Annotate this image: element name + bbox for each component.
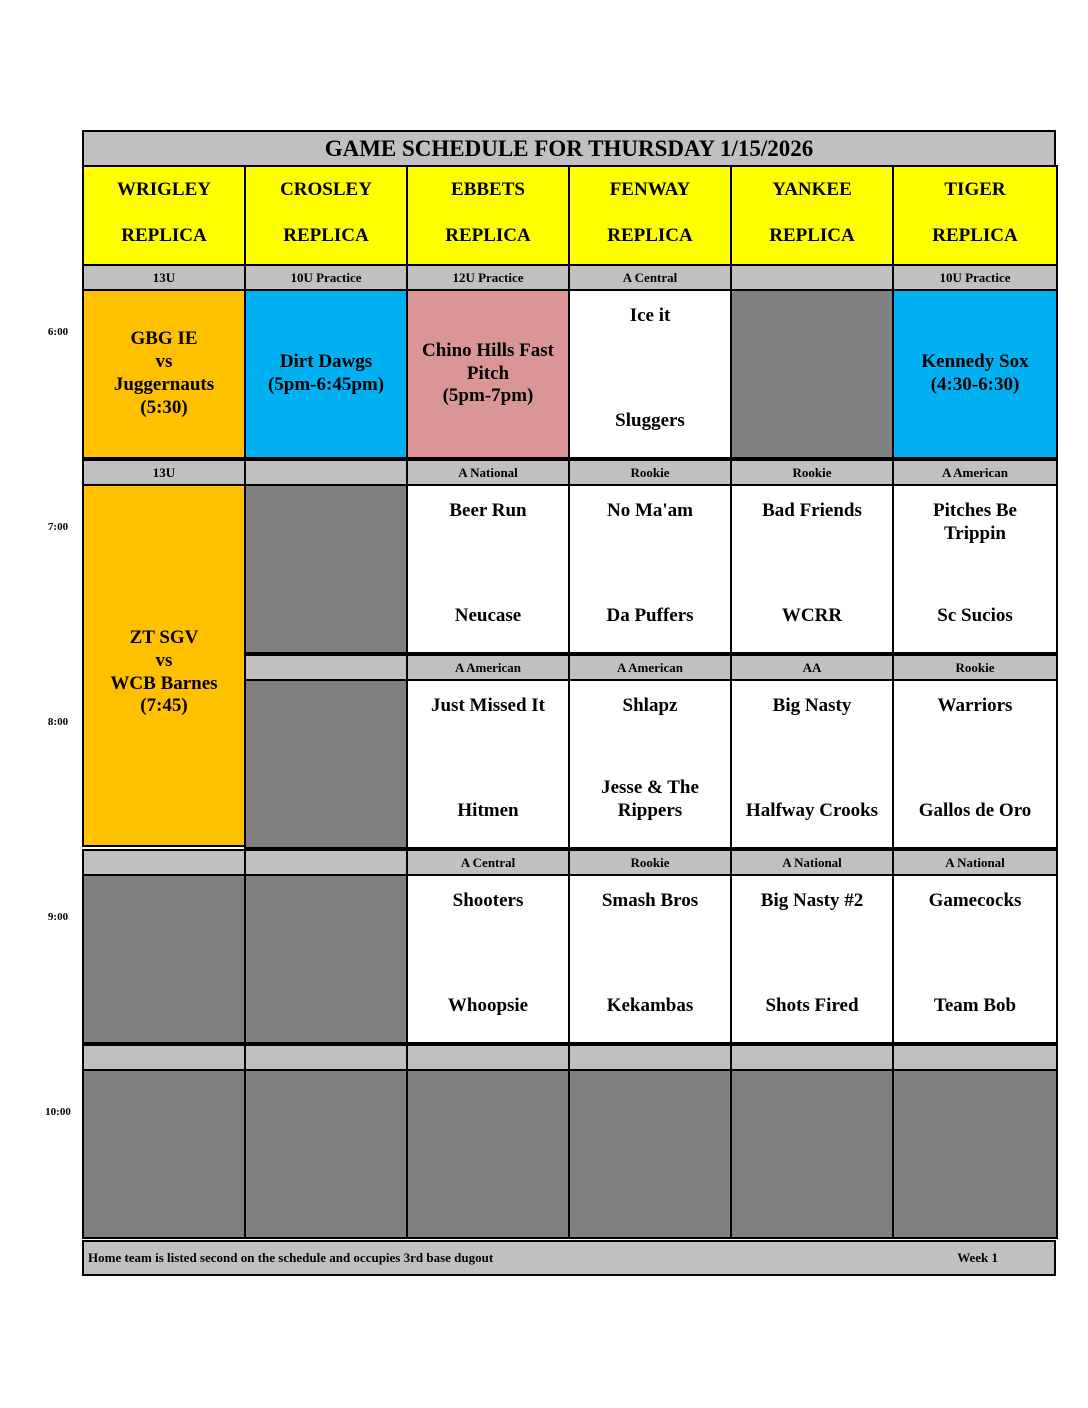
home-team: WCRR <box>781 605 843 627</box>
away-team: No Ma'am <box>606 500 693 521</box>
division-text: A Central <box>460 854 516 870</box>
division-label <box>568 1044 732 1071</box>
game-line: GBG IE <box>130 328 198 350</box>
division-label <box>244 849 408 876</box>
division-label <box>892 849 1058 876</box>
game-line: (5pm-6:45pm) <box>267 374 385 395</box>
field-header-fenway <box>568 165 732 268</box>
schedule-title: GAME SCHEDULE FOR THURSDAY 1/15/2026 <box>82 130 1056 167</box>
field-subtitle: REPLICA <box>932 225 1018 247</box>
division-label <box>82 849 246 876</box>
division-label <box>730 849 894 876</box>
division-text: Rookie <box>630 854 670 870</box>
home-team: Neucase <box>454 605 522 627</box>
home-team: Team Bob <box>933 995 1017 1017</box>
game-cell <box>82 484 246 847</box>
division-label <box>406 264 570 291</box>
empty-slot <box>730 1069 894 1239</box>
away-team: Shooters <box>452 890 524 911</box>
field-name: WRIGLEY <box>117 179 211 200</box>
game-cell <box>406 874 570 1044</box>
field-name: FENWAY <box>609 179 691 200</box>
division-label <box>568 654 732 681</box>
division-label <box>406 654 570 681</box>
game-cell <box>406 484 570 654</box>
division-label <box>82 264 246 291</box>
division-text: 10U Practice <box>939 269 1011 285</box>
time-label: 6:00 <box>47 326 69 338</box>
field-name: CROSLEY <box>280 179 372 200</box>
division-text: 10U Practice <box>290 269 362 285</box>
game-cell <box>82 289 246 459</box>
footer-note: Home team is listed second on the schedule and occupies 3rd base dugout <box>88 1250 494 1266</box>
away-team: Gamecocks <box>928 890 1022 911</box>
field-subtitle: REPLICA <box>769 225 855 247</box>
division-text: A American <box>616 659 684 675</box>
game-line: (5pm-7pm) <box>442 385 534 407</box>
game-cell <box>244 289 408 459</box>
division-label <box>244 1044 408 1071</box>
footer-week: Week 1 <box>957 1250 998 1266</box>
division-label <box>244 264 408 291</box>
time-label: 10:00 <box>45 1106 71 1118</box>
division-text: A National <box>782 854 842 870</box>
game-line: (7:45) <box>140 695 188 717</box>
game-cell <box>730 484 894 654</box>
division-label <box>892 1044 1058 1071</box>
time-label: 9:00 <box>47 911 69 923</box>
game-cell <box>730 874 894 1044</box>
field-subtitle: REPLICA <box>445 225 531 247</box>
game-cell <box>568 484 732 654</box>
division-label <box>892 654 1058 681</box>
game-line: Kennedy Sox <box>921 351 1029 373</box>
division-label <box>244 654 408 681</box>
division-text: Rookie <box>630 464 670 480</box>
game-line: Dirt Dawgs <box>279 351 373 373</box>
game-cell <box>406 679 570 849</box>
division-text: 13U <box>152 464 176 480</box>
away-team: Shlapz <box>622 695 678 716</box>
time-label: 7:00 <box>47 521 69 533</box>
empty-slot <box>244 874 408 1044</box>
division-text: A National <box>458 464 518 480</box>
away-team: Big Nasty <box>772 695 852 716</box>
home-team: Whoopsie <box>447 995 529 1017</box>
field-subtitle: REPLICA <box>121 225 207 247</box>
away-team: Smash Bros <box>601 890 699 911</box>
field-name: TIGER <box>944 179 1006 200</box>
field-subtitle: REPLICA <box>607 225 693 247</box>
division-label <box>82 1044 246 1071</box>
away-team: Warriors <box>937 695 1013 716</box>
game-cell <box>730 679 894 849</box>
game-line: WCB Barnes <box>110 672 218 694</box>
empty-slot <box>244 679 408 849</box>
division-text: 12U Practice <box>452 269 524 285</box>
division-label <box>892 264 1058 291</box>
division-label <box>82 459 246 486</box>
division-label <box>406 1044 570 1071</box>
home-team: Kekambas <box>606 995 694 1017</box>
division-text: AA <box>802 659 822 675</box>
home-team: Jesse & The Rippers <box>601 777 699 822</box>
division-label <box>568 264 732 291</box>
field-header-tiger <box>892 165 1058 268</box>
game-cell <box>568 874 732 1044</box>
time-label: 8:00 <box>47 716 69 728</box>
empty-slot <box>244 1069 408 1239</box>
game-cell <box>892 484 1058 654</box>
division-label <box>406 459 570 486</box>
game-cell <box>892 679 1058 849</box>
division-text: A American <box>454 659 522 675</box>
game-line: vs <box>155 649 173 671</box>
away-team: Beer Run <box>449 500 527 521</box>
home-team: Da Puffers <box>606 605 694 627</box>
empty-slot <box>568 1069 732 1239</box>
division-label <box>730 264 894 291</box>
field-header-yankee <box>730 165 894 268</box>
division-label <box>730 459 894 486</box>
game-cell <box>406 289 570 459</box>
away-team: Pitches Be Trippin <box>933 500 1017 544</box>
division-label <box>568 459 732 486</box>
division-label <box>730 1044 894 1071</box>
division-text: 13U <box>152 269 176 285</box>
empty-slot <box>406 1069 570 1239</box>
game-line: (5:30) <box>140 396 188 418</box>
away-team: Ice it <box>629 305 671 326</box>
division-text: A American <box>941 464 1009 480</box>
home-team: Sc Sucios <box>937 605 1013 627</box>
game-line: Pitch <box>466 362 510 384</box>
away-team: Big Nasty #2 <box>760 890 864 911</box>
away-team: Bad Friends <box>762 500 862 521</box>
empty-slot <box>892 1069 1058 1239</box>
division-label <box>730 654 894 681</box>
game-cell <box>568 679 732 849</box>
home-team: Gallos de Oro <box>918 800 1032 822</box>
division-label <box>244 459 408 486</box>
division-label <box>406 849 570 876</box>
division-label <box>892 459 1058 486</box>
empty-slot <box>730 289 894 459</box>
field-name: EBBETS <box>451 179 525 200</box>
game-cell <box>892 874 1058 1044</box>
game-cell <box>568 289 732 459</box>
division-text: Rookie <box>792 464 832 480</box>
field-name: YANKEE <box>772 179 852 200</box>
empty-slot <box>82 874 246 1044</box>
field-header-crosley <box>244 165 408 268</box>
away-team: Just Missed It <box>430 695 545 716</box>
division-text: A National <box>945 854 1005 870</box>
home-team: Halfway Crooks <box>745 800 879 822</box>
game-line: ZT SGV <box>129 626 199 648</box>
game-line: (4:30-6:30) <box>930 374 1020 395</box>
division-text: Rookie <box>955 659 995 675</box>
game-line: Juggernauts <box>113 374 215 395</box>
field-subtitle: REPLICA <box>283 225 369 247</box>
field-header-ebbets <box>406 165 570 268</box>
schedule-footer <box>82 1240 1056 1276</box>
field-header-wrigley <box>82 165 246 268</box>
empty-slot <box>244 484 408 654</box>
home-team: Shots Fired <box>765 995 859 1017</box>
empty-slot <box>82 1069 246 1239</box>
division-text: A Central <box>622 269 678 285</box>
game-line: Chino Hills Fast <box>422 339 554 361</box>
game-cell <box>892 289 1058 459</box>
home-team: Sluggers <box>615 410 685 432</box>
game-line: vs <box>155 351 173 373</box>
division-label <box>568 849 732 876</box>
home-team: Hitmen <box>457 800 519 822</box>
